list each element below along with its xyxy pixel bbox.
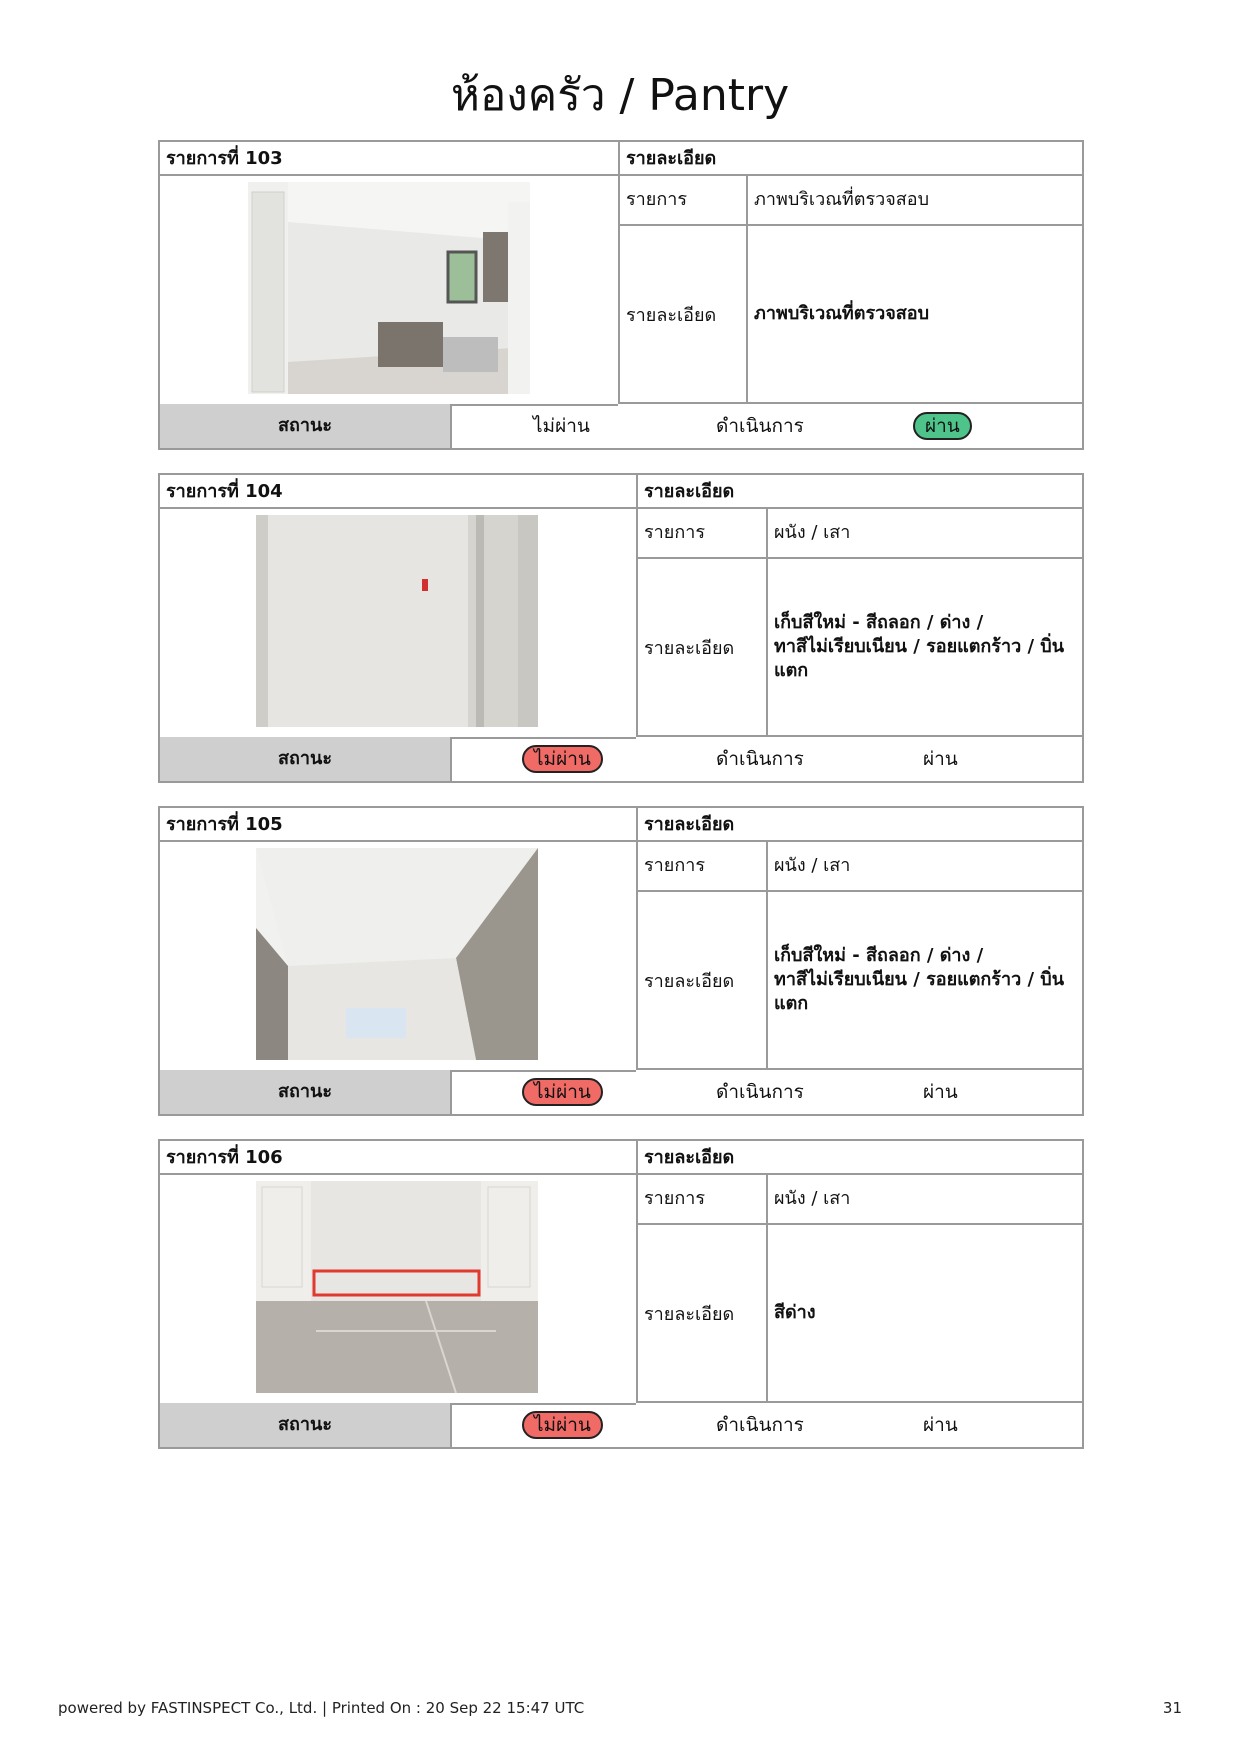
detail-line-1: สีด่าง xyxy=(774,1302,816,1323)
detail-value xyxy=(766,1225,1082,1403)
item-heading: รายการที่ 105 xyxy=(160,808,636,842)
detail-line-1: เก็บสีใหม่ - สีถลอก / ด่าง / xyxy=(774,612,984,633)
item-heading: รายการที่ 106 xyxy=(160,1141,636,1175)
status-option-pass[interactable]: ผ่าน xyxy=(923,748,958,770)
inspection-photo xyxy=(256,848,538,1060)
item-value: ผนัง / เสา xyxy=(766,1175,1082,1225)
status-option-in-progress[interactable]: ดำเนินการ xyxy=(716,748,804,770)
status-option-in-progress[interactable]: ดำเนินการ xyxy=(716,1414,804,1436)
detail-value xyxy=(746,226,1082,404)
inspection-photo xyxy=(256,1181,538,1393)
detail-heading: รายละเอียด xyxy=(636,1141,1082,1175)
detail-line-2: ทาสีไม่เรียบเนียน / รอยแตกร้าว / บิ่นแตก xyxy=(774,969,1065,1014)
inspection-item-104 xyxy=(158,473,1084,783)
status-option-pass[interactable]: ผ่าน xyxy=(923,1414,958,1436)
item-value: ภาพบริเวณที่ตรวจสอบ xyxy=(746,176,1082,226)
item-label: รายการ xyxy=(618,176,746,226)
status-option-fail[interactable] xyxy=(522,1070,603,1114)
status-pass-pill: ผ่าน xyxy=(913,412,972,440)
status-label: สถานะ xyxy=(160,1070,452,1114)
status-label: สถานะ xyxy=(160,404,452,448)
status-label: สถานะ xyxy=(160,1403,452,1447)
detail-label: รายละเอียด xyxy=(636,892,766,1070)
status-option-in-progress[interactable]: ดำเนินการ xyxy=(716,415,804,437)
photo-cell xyxy=(160,1175,636,1405)
inspection-photo xyxy=(248,182,530,394)
status-label: สถานะ xyxy=(160,737,452,781)
detail-line-2: ทาสีไม่เรียบเนียน / รอยแตกร้าว / บิ่นแตก xyxy=(774,636,1065,681)
inspection-photo xyxy=(256,515,538,727)
inspection-item-106 xyxy=(158,1139,1084,1449)
status-option-in-progress[interactable]: ดำเนินการ xyxy=(716,1081,804,1103)
item-label: รายการ xyxy=(636,509,766,559)
photo-cell xyxy=(160,842,636,1072)
status-fail-pill: ไม่ผ่าน xyxy=(522,1411,603,1439)
inspection-item-103 xyxy=(158,140,1084,450)
detail-label: รายละเอียด xyxy=(636,559,766,737)
item-heading: รายการที่ 104 xyxy=(160,475,636,509)
status-option-pass[interactable] xyxy=(913,404,972,448)
status-option-fail[interactable] xyxy=(522,1403,603,1447)
detail-value xyxy=(766,892,1082,1070)
detail-heading: รายละเอียด xyxy=(636,808,1082,842)
detail-line-1: ภาพบริเวณที่ตรวจสอบ xyxy=(754,303,929,324)
item-heading: รายการที่ 103 xyxy=(160,142,618,176)
item-label: รายการ xyxy=(636,1175,766,1225)
status-fail-pill: ไม่ผ่าน xyxy=(522,745,603,773)
detail-heading: รายละเอียด xyxy=(618,142,1082,176)
photo-cell xyxy=(160,176,618,406)
status-fail-pill: ไม่ผ่าน xyxy=(522,1078,603,1106)
item-value: ผนัง / เสา xyxy=(766,842,1082,892)
page-number: 31 xyxy=(1162,1699,1182,1717)
detail-value xyxy=(766,559,1082,737)
footer-printed-info: powered by FASTINSPECT Co., Ltd. | Printed On : 20 Sep 22 15:47 UTC xyxy=(58,1699,585,1717)
inspection-item-105 xyxy=(158,806,1084,1116)
item-label: รายการ xyxy=(636,842,766,892)
status-option-fail[interactable]: ไม่ผ่าน xyxy=(533,415,590,437)
photo-cell xyxy=(160,509,636,739)
detail-heading: รายละเอียด xyxy=(636,475,1082,509)
page-title: ห้องครัว / Pantry xyxy=(450,70,790,121)
detail-label: รายละเอียด xyxy=(618,226,746,404)
detail-line-1: เก็บสีใหม่ - สีถลอก / ด่าง / xyxy=(774,945,984,966)
status-option-fail[interactable] xyxy=(522,737,603,781)
item-value: ผนัง / เสา xyxy=(766,509,1082,559)
status-option-pass[interactable]: ผ่าน xyxy=(923,1081,958,1103)
detail-label: รายละเอียด xyxy=(636,1225,766,1403)
